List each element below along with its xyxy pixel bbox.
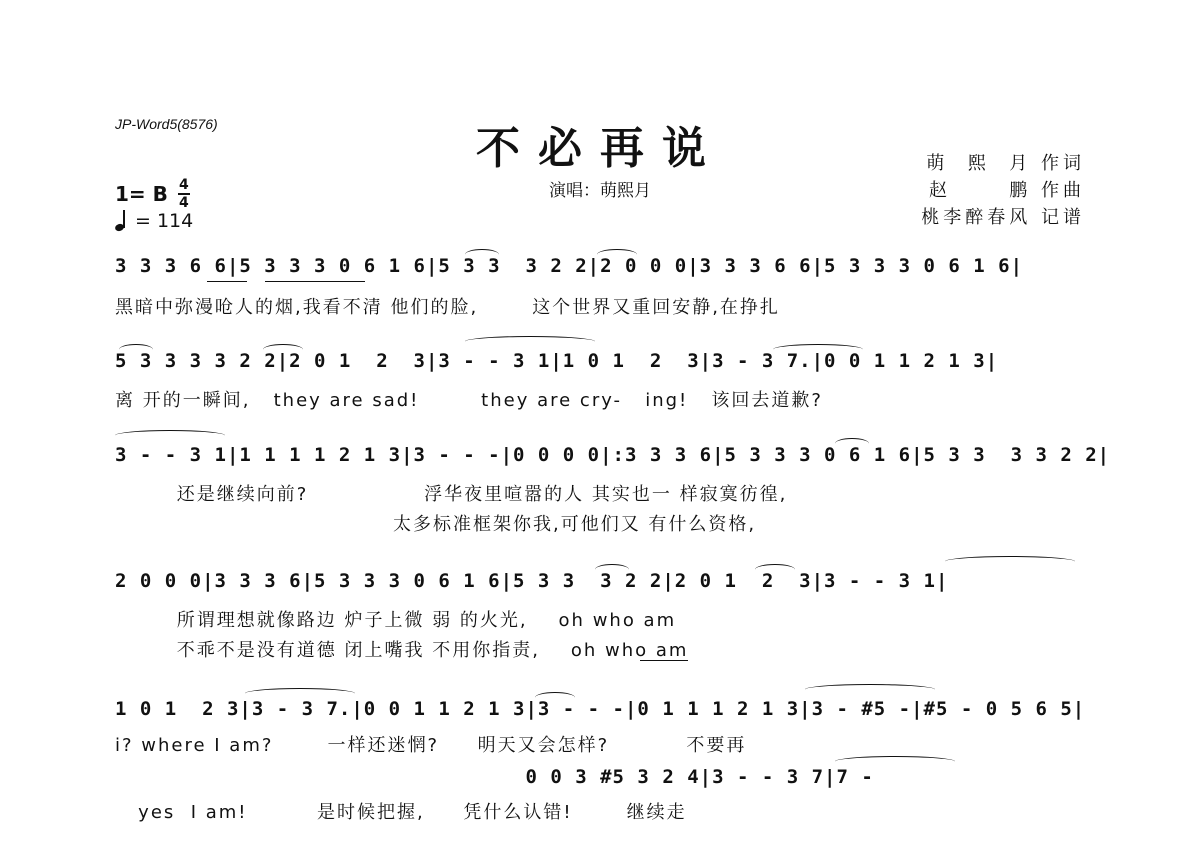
lyric-line: i? where I am? 一样还迷惘? 明天又会怎样? 不要再 [115,735,747,756]
lyric-line: 太多标准框架你我,可他们又 有什么资格, [115,514,757,535]
credits-block [921,150,1085,231]
lyric-line: 不乖不是没有道德 闭上嘴我 不用你指责, oh who am [115,640,689,661]
lyric-line: yes I am! 是时候把握, 凭什么认错! 继续走 [115,802,687,823]
slur-mark [773,344,863,355]
song-title: 不必再说 [476,123,724,174]
notation-line: 2 0 0 0|3 3 3 6|5 3 3 3 0 6 1 6|5 3 3 3 2 2|2 0 1 2 3|3 - - 3 1| [115,570,949,592]
notation-line: 1 0 1 2 3|3 - 3 7.|0 0 1 1 2 1 3|3 - - -|0 1 1 1 2 1 3|3 - #5 -|#5 - 0 5 6 5| [115,698,1086,720]
tempo-marking [115,210,193,232]
time-signature [178,178,190,210]
lyric-line: 离 开的一瞬间, they are sad! they are cry- ing! 该回去道歉? [115,390,823,411]
slur-mark [465,249,499,260]
key-label: 1= B [115,182,168,206]
slur-mark [119,344,153,355]
composer-credit: 赵 鹏 作曲 [928,180,1085,201]
slur-mark [945,556,1075,567]
lyric-line: 黑暗中弥漫呛人的烟,我看不清 他们的脸, 这个世界又重回安静,在挣扎 [115,297,780,318]
meter-bottom: 4 [179,195,189,211]
lyric-line: 还是继续向前? 浮华夜里喧嚣的人 其实也一 样寂寞彷徨, [115,484,788,505]
beam-line [207,281,247,282]
singer-credit: 演唱：萌熙月 [549,181,651,201]
quarter-note-icon [115,210,129,232]
lyric-line: 所谓理想就像路边 炉子上微 弱 的火光, oh who am [115,610,677,631]
slur-mark [835,438,869,449]
notation-line: 5 3 3 3 3 2 2|2 0 1 2 3|3 - - 3 1|1 0 1 2 3|3 - 3 7.|0 0 1 1 2 1 3| [115,350,999,372]
transcriber-credit: 桃李醉春风 记谱 [921,207,1085,228]
slur-mark [805,684,935,695]
slur-mark [597,249,637,260]
slur-mark [595,564,629,575]
notation-line: 3 - - 3 1|1 1 1 1 2 1 3|3 - - -|0 0 0 0|:3 3 3 6|5 3 3 3 0 6 1 6|5 3 3 3 3 2 2| [115,444,1111,466]
slur-mark [835,756,955,767]
emphasis-underline [640,660,688,661]
slur-mark [535,692,575,703]
slur-mark [263,344,303,355]
slur-mark [115,430,225,441]
slur-mark [465,336,595,347]
lyricist-credit: 萌 熙 月 作词 [926,153,1085,174]
slur-mark [245,688,355,699]
tempo-value: = 114 [135,210,194,232]
key-signature [115,178,190,210]
beam-line [265,281,365,282]
meter-top: 4 [179,177,189,193]
notation-line: 0 0 3 #5 3 2 4|3 - - 3 7|7 - [115,766,874,788]
software-label: JP-Word5(8576) [115,116,218,132]
slur-mark [755,564,795,575]
notation-line: 3 3 3 6 6|5 3 3 3 0 6 1 6|5 3 3 3 2 2|2 0 0 0|3 3 3 6 6|5 3 3 3 0 6 1 6| [115,255,1024,277]
